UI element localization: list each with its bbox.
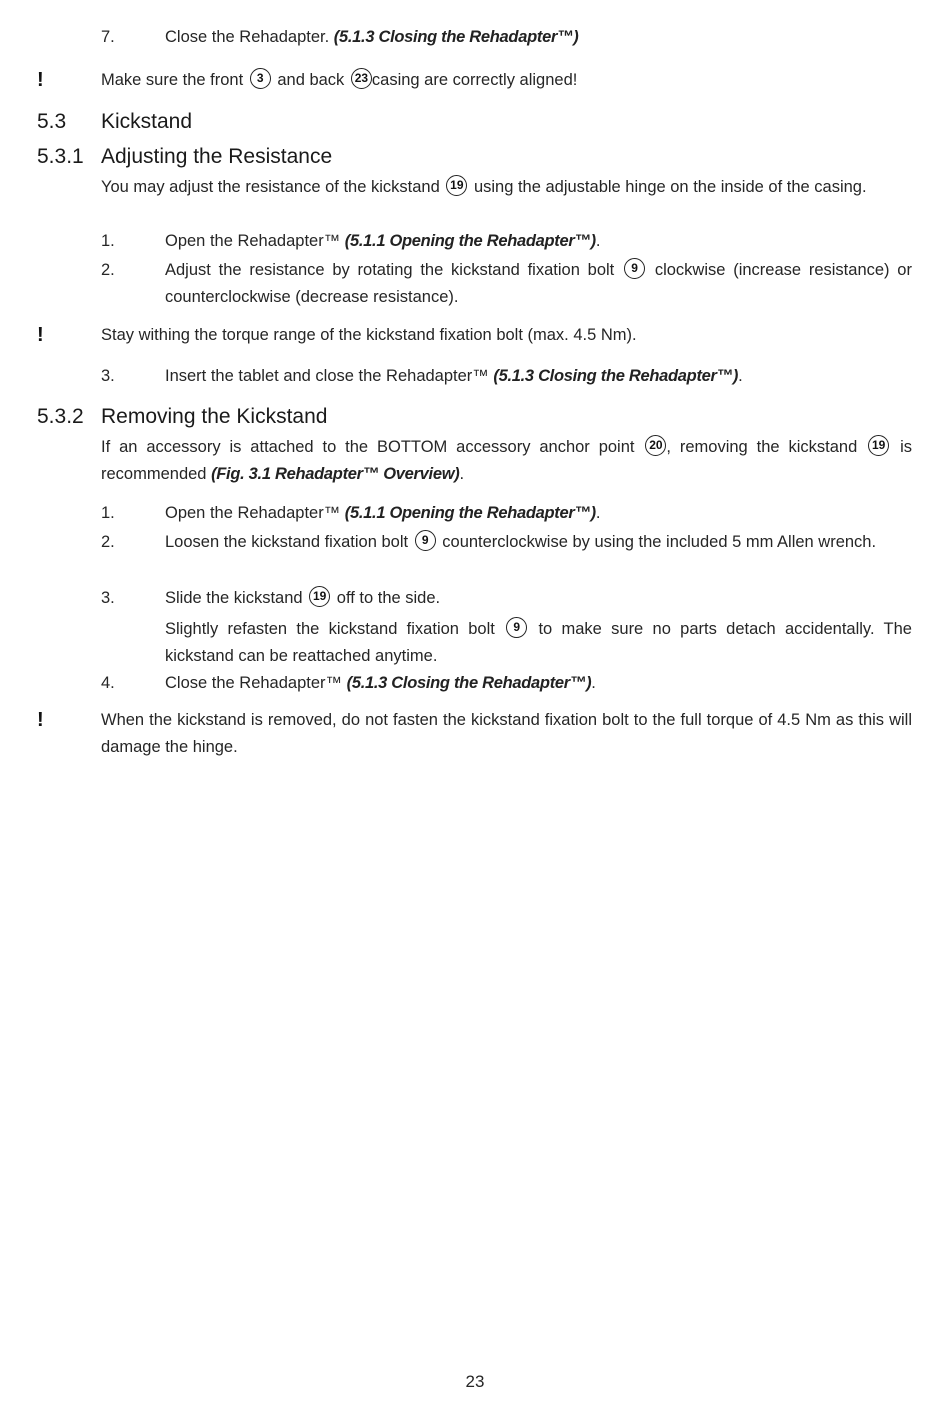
part-number-icon: 19 xyxy=(868,435,889,456)
paragraph xyxy=(101,434,912,488)
step-number: 2. xyxy=(101,533,115,551)
section-number: 5.3.1 xyxy=(37,145,84,168)
step-2 xyxy=(165,257,912,311)
step-text: Close the Rehadapter. xyxy=(165,28,330,46)
step-3 xyxy=(165,363,912,390)
alignment-note xyxy=(101,67,577,94)
step-text: Adjust the resistance by rotating the kickstand fixation bolt xyxy=(165,261,615,279)
step-text: . xyxy=(595,232,601,250)
paragraph-text: using the adjustable hinge on the inside of the casing. xyxy=(473,178,867,196)
step-2 xyxy=(165,529,912,556)
section-title: Removing the Kickstand xyxy=(101,405,328,428)
step-number: 4. xyxy=(101,674,115,692)
cross-reference: (5.1.3 Closing the Rehadapter™) xyxy=(346,674,592,692)
cross-reference: (5.1.1 Opening the Rehadapter™) xyxy=(344,504,596,522)
torque-note: Stay withing the torque range of the kickstand fixation bolt (max. 4.5 Nm). xyxy=(101,326,637,344)
step-text: to make sure no parts detach accidentally. The kickstand can be reattached anytime. xyxy=(165,620,912,665)
part-number-icon: 9 xyxy=(506,617,527,638)
step-text: clockwise (increase resistance) or counterclockwise (decrease resistance). xyxy=(165,261,912,306)
cross-reference: (5.1.1 Opening the Rehadapter™) xyxy=(344,232,596,250)
hinge-warning-note: When the kickstand is removed, do not fasten the kickstand fixation bolt to the full torque of 4.5 Nm as this will damage the hinge. xyxy=(101,711,912,756)
subsection-heading xyxy=(37,143,332,171)
step-3-note xyxy=(165,616,912,670)
step-text: off to the side. xyxy=(336,589,441,607)
step-text: . xyxy=(591,674,596,692)
part-number-icon: 20 xyxy=(645,435,666,456)
step-text: . xyxy=(595,504,601,522)
note-text: Make sure the front xyxy=(101,71,244,89)
part-number-icon: 19 xyxy=(446,175,467,196)
paragraph-text: You may adjust the resistance of the kickstand xyxy=(101,178,440,196)
step-text: Loosen the kickstand fixation bolt xyxy=(165,533,409,551)
part-number-icon: 19 xyxy=(309,586,330,607)
part-number-icon: 23 xyxy=(351,68,372,89)
warning-mark: ! xyxy=(37,709,44,731)
warning-mark: ! xyxy=(37,69,44,91)
cross-reference: (Fig. 3.1 Rehadapter™ Overview) xyxy=(211,465,460,483)
section-title: Adjusting the Resistance xyxy=(101,145,333,168)
step-7 xyxy=(165,24,912,51)
step-number: 3. xyxy=(101,367,115,385)
step-number: 3. xyxy=(101,589,115,607)
cross-reference: (5.1.3 Closing the Rehadapter™) xyxy=(493,367,739,385)
step-4 xyxy=(165,670,912,697)
section-number: 5.3.2 xyxy=(37,405,84,428)
step-number: 2. xyxy=(101,261,115,279)
section-title: Kickstand xyxy=(101,110,193,133)
step-1 xyxy=(165,500,912,527)
part-number-icon: 9 xyxy=(415,530,436,551)
section-number: 5.3 xyxy=(37,110,67,133)
subsection-heading xyxy=(37,403,327,431)
paragraph xyxy=(101,174,912,201)
note-text: and back xyxy=(277,71,345,89)
step-text: counterclockwise by using the included 5 mm Allen wrench. xyxy=(442,533,877,551)
cross-reference: (5.1.3 Closing the Rehadapter™) xyxy=(333,28,579,46)
step-text: . xyxy=(738,367,743,385)
step-3 xyxy=(165,585,912,612)
paragraph-text: is recommended xyxy=(101,438,912,483)
step-text: Open the Rehadapter™ xyxy=(165,232,341,250)
step-text: Open the Rehadapter™ xyxy=(165,504,341,522)
step-1 xyxy=(165,228,912,255)
section-heading xyxy=(37,108,192,136)
note-text: casing are correctly aligned! xyxy=(371,71,578,89)
step-text: Close the Rehadapter™ xyxy=(165,674,343,692)
warning-mark: ! xyxy=(37,324,44,346)
paragraph-text: If an accessory is attached to the BOTTOM accessory anchor point xyxy=(101,438,635,456)
part-number-icon: 9 xyxy=(624,258,645,279)
step-text: Slide the kickstand xyxy=(165,589,303,607)
step-text: Slightly refasten the kickstand fixation bolt xyxy=(165,620,495,638)
paragraph-text: , removing the kickstand xyxy=(666,438,858,456)
step-number: 7. xyxy=(101,28,115,46)
page-number: 23 xyxy=(465,1372,485,1391)
step-text: Insert the tablet and close the Rehadapter™ xyxy=(165,367,489,385)
step-number: 1. xyxy=(101,504,115,522)
step-number: 1. xyxy=(101,232,115,250)
paragraph-text: . xyxy=(459,465,465,483)
part-number-icon: 3 xyxy=(250,68,271,89)
